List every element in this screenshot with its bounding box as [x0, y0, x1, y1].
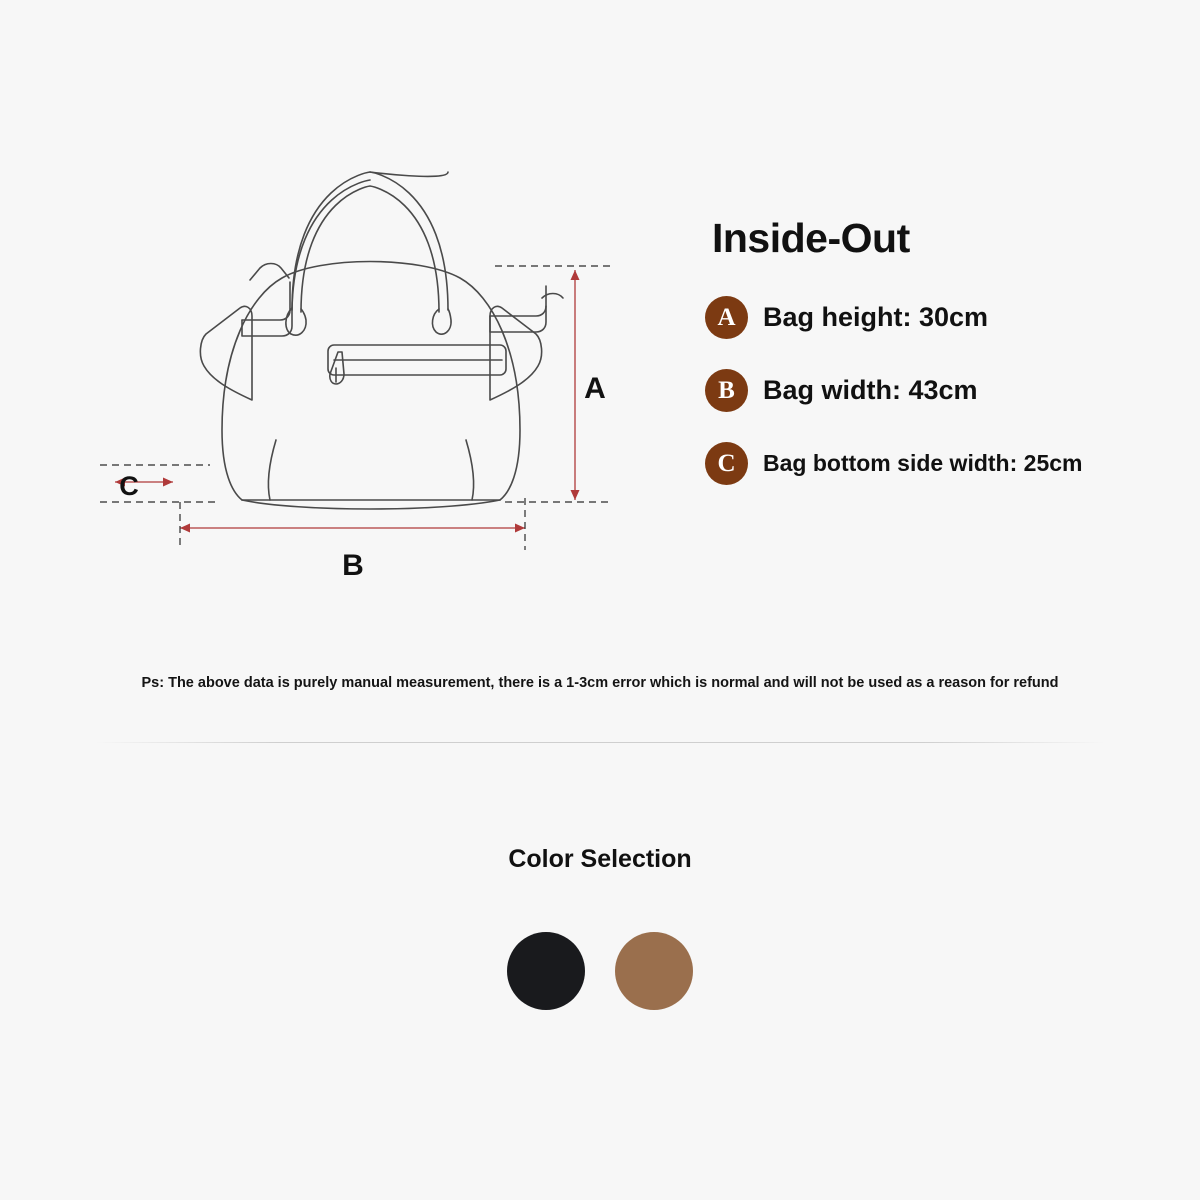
- color-swatch-black[interactable]: [507, 932, 585, 1010]
- section-divider: [95, 742, 1105, 743]
- dimension-label-a: A: [584, 372, 606, 405]
- dimension-guides: [100, 266, 610, 550]
- measurement-note: Ps: The above data is purely manual measurement, there is a 1-3cm error which is normal and will not be used as a reason for refund: [141, 675, 1059, 691]
- spec-text-bottom-width: Bag bottom side width: 25cm: [763, 450, 1083, 476]
- color-selection-title: Color Selection: [508, 845, 692, 873]
- bag-measurement-diagram: [70, 120, 670, 620]
- badge-b-icon: B: [705, 369, 748, 412]
- spec-row-height: [705, 296, 1145, 339]
- spec-text-width: Bag width: 43cm: [763, 375, 978, 405]
- bag-outline-icon: [200, 172, 563, 509]
- color-swatch-list: [0, 932, 1200, 1010]
- badge-c-icon: C: [705, 442, 748, 485]
- spec-row-width: [705, 369, 1145, 412]
- dimension-label-c: C: [119, 471, 139, 501]
- dimension-lines: [115, 270, 580, 533]
- color-swatch-brown[interactable]: [615, 932, 693, 1010]
- spec-title: Inside-Out: [712, 215, 910, 261]
- badge-a-icon: A: [705, 296, 748, 339]
- spec-text-height: Bag height: 30cm: [763, 302, 989, 332]
- color-selection-section: [0, 845, 1200, 1010]
- spec-row-bottom-width: [705, 442, 1145, 485]
- spec-panel: [705, 215, 1145, 515]
- dimension-label-b: B: [342, 549, 364, 582]
